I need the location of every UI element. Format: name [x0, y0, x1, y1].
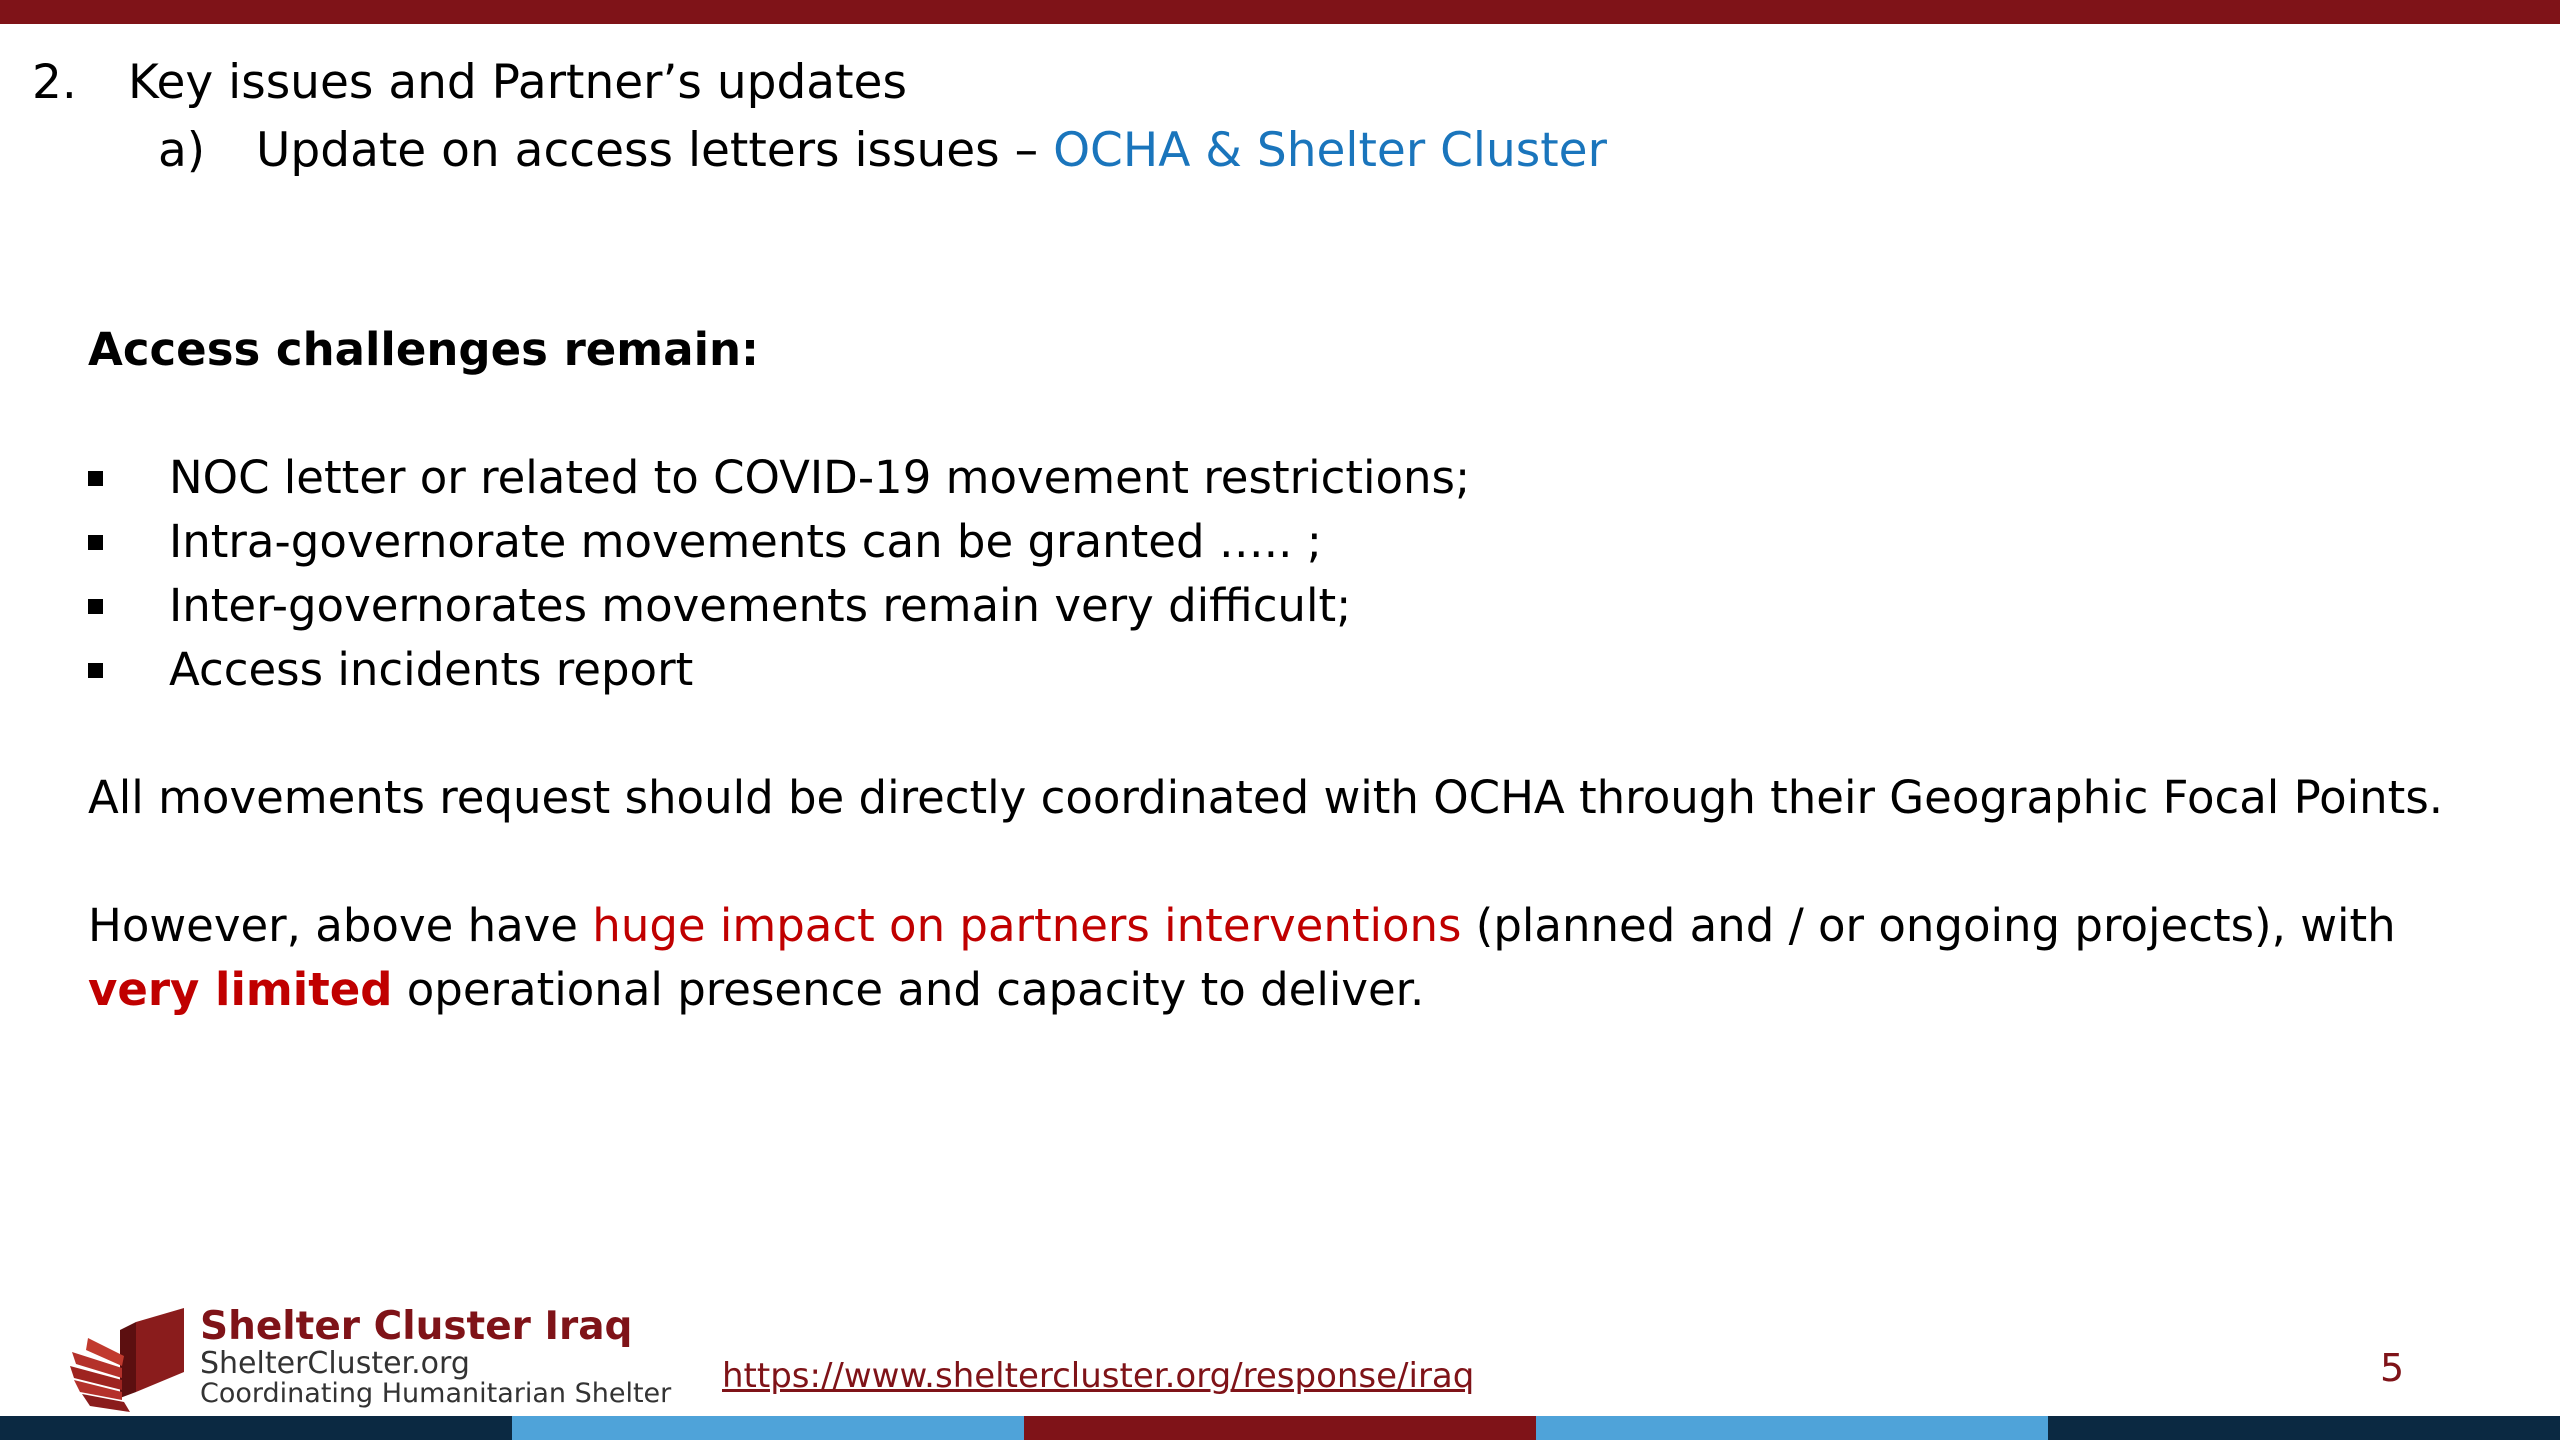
square-bullet-icon — [88, 535, 103, 550]
impact-text-2: (planned and / or ongoing projects), with — [1461, 899, 2396, 952]
square-bullet-icon — [88, 599, 103, 614]
logo-tagline: Coordinating Humanitarian Shelter — [200, 1378, 672, 1409]
bottom-bar-segment — [2048, 1416, 2560, 1440]
bottom-bar-segment — [1536, 1416, 2048, 1440]
impact-paragraph — [88, 894, 2488, 1022]
limited-highlight: very limited — [88, 963, 393, 1016]
section-title: Access challenges remain: — [88, 323, 760, 376]
impact-text-1: However, above have — [88, 899, 593, 952]
list-item — [88, 574, 1470, 638]
bottom-accent-bar — [0, 1416, 2560, 1440]
logo-site: ShelterCluster.org — [200, 1346, 470, 1381]
coordination-paragraph: All movements request should be directly coordinated with OCHA through their Geographic Focal Points. — [88, 771, 2444, 824]
slide-heading — [32, 50, 907, 116]
shelter-cluster-logo — [66, 1304, 686, 1414]
list-item — [88, 446, 1470, 510]
heading-number: 2. — [32, 55, 77, 110]
impact-highlight: huge impact on partners interventions — [592, 899, 1462, 952]
square-bullet-icon — [88, 663, 103, 678]
bullet-text: NOC letter or related to COVID-19 movement restrictions; — [169, 451, 1471, 504]
bullet-text: Inter-governorates movements remain very difficult; — [169, 579, 1352, 632]
bullet-text: Intra-governorate movements can be granted ….. ; — [169, 515, 1322, 568]
footer-link[interactable]: https://www.sheltercluster.org/response/iraq — [722, 1356, 1475, 1396]
impact-text-3: operational presence and capacity to deliver. — [392, 963, 1425, 1016]
page-number: 5 — [2380, 1346, 2405, 1390]
hand-house-icon — [66, 1308, 192, 1412]
list-item — [88, 510, 1470, 574]
subheading-letter: a) — [158, 123, 206, 178]
logo-title: Shelter Cluster Iraq — [200, 1304, 633, 1349]
subheading-highlight: OCHA & Shelter Cluster — [1053, 123, 1607, 178]
bottom-bar-segment — [512, 1416, 1024, 1440]
top-accent-bar — [0, 0, 2560, 24]
heading-text: Key issues and Partner’s updates — [128, 55, 907, 110]
bullet-text: Access incidents report — [169, 643, 694, 696]
bottom-bar-segment — [1024, 1416, 1536, 1440]
slide-subheading — [158, 118, 1607, 184]
bottom-bar-segment — [0, 1416, 512, 1440]
subheading-text: Update on access letters issues – — [256, 123, 1054, 178]
bullet-list — [88, 446, 1470, 702]
list-item — [88, 638, 1470, 702]
square-bullet-icon — [88, 471, 103, 486]
